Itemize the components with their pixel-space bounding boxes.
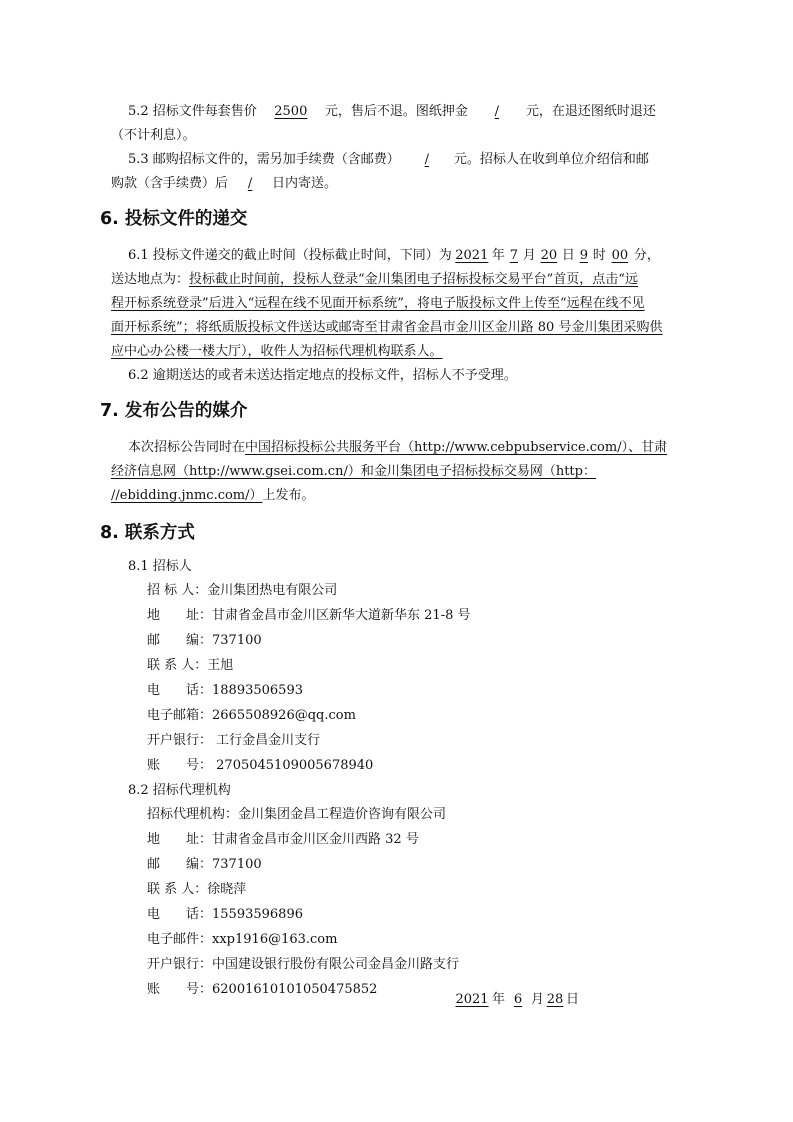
label: 开户银行： (147, 733, 213, 748)
label: 账 号： (147, 982, 213, 997)
deadline-month: 7 (509, 248, 518, 263)
text: 时 (592, 248, 606, 263)
platform-link-text: //ebidding.jnmc.com/） (111, 488, 263, 503)
section-6-2: 6.2 逾期送达的或者未送达指定地点的投标文件，招标人不予受理。 (128, 368, 517, 383)
value: 徐晓萍 (207, 882, 247, 897)
tenderer-phone-row (147, 680, 303, 702)
text: 元，售后不退。图纸押金 (324, 104, 468, 119)
heading-8: 8. 联系方式 (100, 523, 195, 543)
label: 邮 编： (147, 857, 213, 872)
tenderer-contact-row (147, 655, 233, 677)
agency-email-row (147, 929, 337, 951)
section-5-2-line-2: （不计利息）。 (111, 128, 196, 143)
value: 18893506593 (212, 683, 303, 698)
section-8-2-title: 8.2 招标代理机构 (128, 783, 231, 798)
label: 邮 编： (147, 633, 213, 648)
value: 金川集团金昌工程造价咨询有限公司 (238, 807, 447, 822)
section-7-line-1 (128, 436, 710, 460)
label: 地 址： (147, 608, 213, 623)
agency-address-row (147, 829, 419, 851)
text: 元，在退还图纸时退还 (525, 104, 656, 119)
days-blank: / (247, 176, 253, 191)
label: 电子邮箱： (147, 708, 213, 723)
text: 购款（含手续费）后 (111, 176, 229, 191)
section-7-line-2: 经济信息网（http://www.gsei.com.cn/）和金川集团电子招标投标交易网（http： (111, 464, 596, 479)
section-5-3-line-1 (128, 148, 710, 172)
fee-blank: / (424, 152, 429, 167)
price-blank: 2500 (274, 104, 308, 119)
underlined-text: 投标截止时间前，投标人登录“金川集团电子招标投标交易平台”首页，点击“远 (189, 272, 638, 287)
tenderer-postcode-row (147, 630, 262, 652)
text: 5.2 招标文件每套售价 (128, 104, 257, 119)
label: 电 话： (147, 683, 213, 698)
label: 电 话： (147, 907, 213, 922)
section-8-1-title: 8.1 招标人 (128, 559, 192, 574)
value: 15593596896 (212, 907, 303, 922)
value: 2705045109005678940 (212, 758, 374, 773)
value: 甘肃省金昌市金川区新华大道新华东 21-8 号 (212, 608, 471, 623)
section-6-1-line-1 (128, 244, 710, 268)
label: 电子邮件： (147, 932, 213, 947)
label: 招标代理机构： (147, 807, 239, 822)
platform-link-text: 中国招标投标公共服务平台（http://www.cebpubservice.com/）、甘肃 (245, 440, 668, 455)
date-day: 28 (546, 992, 564, 1007)
text: 元。招标人在收到单位介绍信和邮 (453, 152, 649, 167)
heading-6: 6. 投标文件的递交 (100, 209, 248, 229)
heading-7: 7. 发布公告的媒介 (100, 401, 248, 421)
text: 送达地点为： (111, 272, 190, 287)
tenderer-bank-row (147, 730, 320, 752)
label: 地 址： (147, 832, 213, 847)
text: 上发布。 (262, 488, 315, 503)
section-6-1-line-4: 面开标系统”；将纸质版投标文件送达或邮寄至甘肃省金昌市金川区金川路 80 号金川集团采购供 (111, 320, 663, 335)
value: 工行金昌金川支行 (212, 733, 321, 748)
date-month: 6 (513, 992, 523, 1007)
text: 6.1 投标文件递交的截止时间（投标截止时间，下同）为 (128, 248, 452, 263)
label: 联 系 人： (147, 882, 208, 897)
agency-contact-row (147, 879, 246, 901)
deadline-day: 20 (540, 248, 558, 263)
value: 金川集团热电有限公司 (207, 583, 338, 598)
value: 中国建设银行股份有限公司金昌金川路支行 (212, 957, 460, 972)
value: 2665508926@qq.com (212, 708, 356, 723)
label: 联 系 人： (147, 658, 208, 673)
value: 甘肃省金昌市金川区金川西路 32 号 (212, 832, 419, 847)
section-6-1-line-2 (111, 268, 693, 292)
section-5-3-line-2 (111, 172, 693, 196)
value: xxp1916@163.com (212, 932, 338, 947)
label: 招 标 人： (147, 583, 208, 598)
text: 月 (531, 992, 545, 1007)
agency-postcode-row (147, 854, 262, 876)
text: 日内寄送。 (272, 176, 338, 191)
agency-name-row (147, 804, 446, 826)
text: 年 (491, 248, 505, 263)
text: 月 (522, 248, 536, 263)
text: 日 (561, 248, 575, 263)
text: 分， (633, 248, 660, 263)
deadline-hour: 9 (579, 248, 588, 263)
value: 737100 (212, 857, 262, 872)
tenderer-address-row (147, 605, 471, 627)
value: 王旭 (207, 658, 234, 673)
tenderer-email-row (147, 705, 356, 727)
section-6-1-line-3: 程开标系统登录”后进入“远程在线不见面开标系统”，将电子版投标文件上传至“远程在线不见 (111, 296, 645, 311)
label: 开户银行： (147, 957, 213, 972)
value: 62001610101050475852 (212, 982, 378, 997)
deposit-blank: / (494, 104, 500, 119)
label: 账 号： (147, 758, 213, 773)
deadline-minute: 00 (611, 248, 629, 263)
date-year: 2021 (455, 992, 489, 1007)
text: 年 (492, 992, 506, 1007)
value: 737100 (212, 633, 262, 648)
document-date (452, 988, 652, 1012)
agency-bank-row (147, 954, 459, 976)
text: 本次招标公告同时在 (128, 440, 246, 455)
section-7-line-3 (111, 484, 693, 508)
agency-phone-row (147, 904, 303, 926)
text: 5.3 邮购招标文件的，需另加手续费（含邮费） (128, 152, 400, 167)
section-6-1-line-5: 应中心办公楼一楼大厅），收件人为招标代理机构联系人。 (111, 344, 443, 359)
tenderer-name-row (147, 580, 337, 602)
agency-account-row (147, 979, 377, 1001)
tenderer-account-row (147, 755, 373, 777)
text: 日 (566, 992, 580, 1007)
deadline-year: 2021 (455, 248, 489, 263)
section-5-2-line-1 (128, 100, 710, 124)
